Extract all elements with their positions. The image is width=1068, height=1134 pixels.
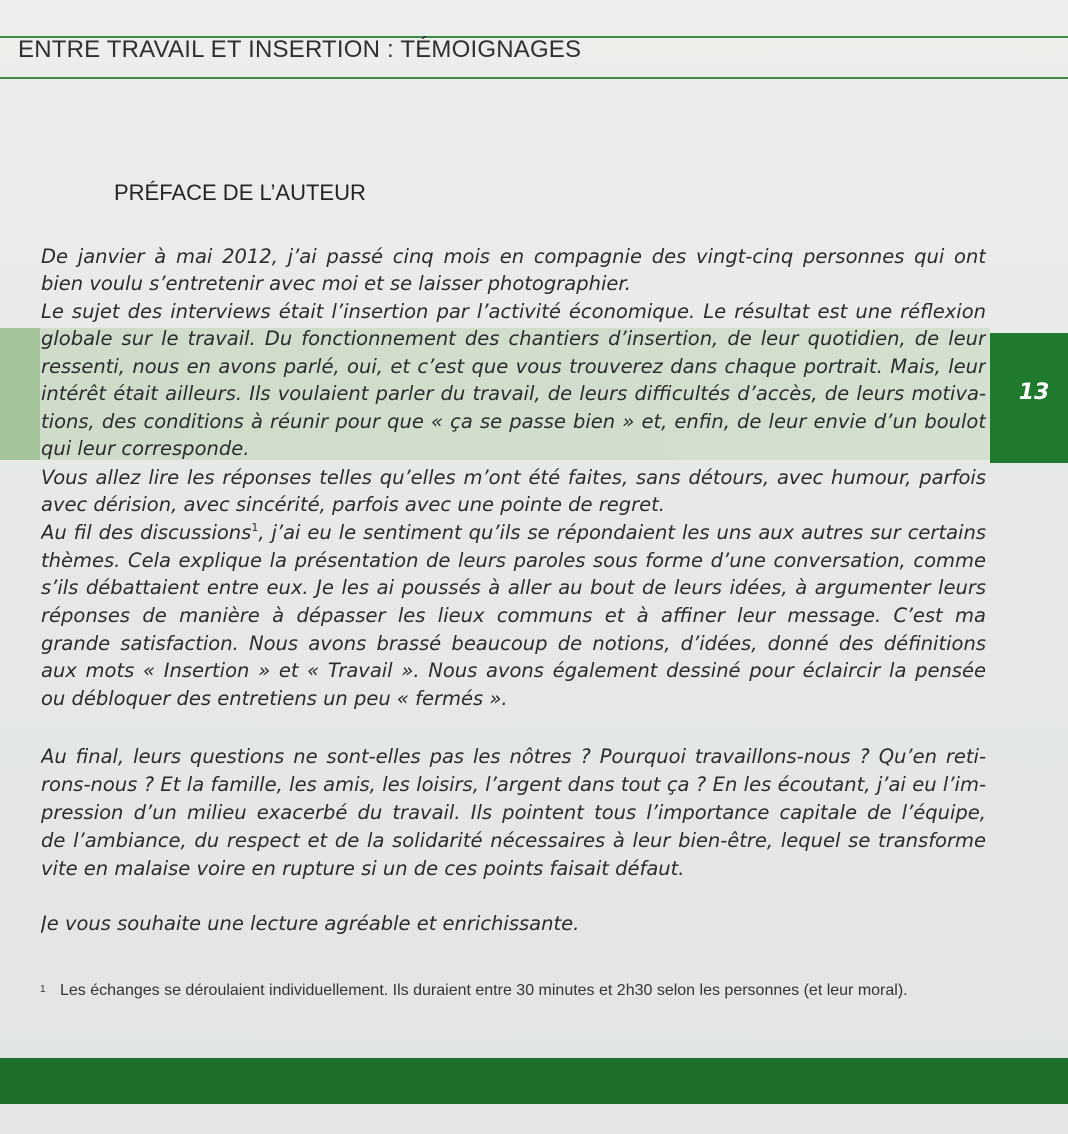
body-line: pression d’un milieu exacerbé du travail. Ils pointent tous l’importance capitale de l’équipe, (41, 801, 986, 824)
body-line: s’ils débattaient entre eux. Je les ai poussés à aller au bout de leurs idées, à argumenter leurs (41, 576, 986, 599)
body-line: rons-nous ? Et la famille, les amis, les loisirs, l’argent dans tout ça ? En les écoutant, j’ai eu l’im- (41, 773, 986, 796)
footnote-marker: 1 (40, 984, 46, 995)
footnote-text: Les échanges se déroulaient individuellement. Ils duraient entre 30 minutes et 2h30 selon les personnes (et leur moral). (60, 982, 908, 999)
footer-page-edge (0, 1104, 1068, 1134)
header-rule-bottom (0, 77, 1068, 79)
body-line: ressenti, nous en avons parlé, oui, et c’est que vous trouverez dans chaque portrait. Mais, leur (41, 355, 986, 378)
body-line-continuation: j’ai eu le sentiment qu’ils se répondaient les uns aux autres sur certains (271, 521, 986, 544)
body-line: tions, des conditions à réunir pour que « ça se passe bien » et, enfin, de leur envie d’un boulot (41, 410, 986, 433)
body-line: thèmes. Cela explique la présentation de leurs paroles sous forme d’une conversation, comme (41, 549, 986, 572)
footer-band (0, 1058, 1068, 1104)
discussions-prefix: Au fil des discussions (41, 521, 252, 544)
body-line: ou débloquer des entretiens un peu « fermés ». (41, 687, 508, 710)
body-line: vite en malaise voire en rupture si un de ces points faisait défaut. (41, 857, 685, 880)
body-line: Au final, leurs questions ne sont-elles pas les nôtres ? Pourquoi travaillons-nous ? Qu’en reti- (41, 745, 986, 768)
body-line: Le sujet des interviews était l’insertion par l’activité économique. Le résultat est une réflexion (41, 300, 986, 323)
running-header: ENTRE TRAVAIL ET INSERTION : TÉMOIGNAGES (18, 36, 582, 63)
section-title: PRÉFACE DE L’AUTEUR (114, 180, 366, 205)
footnote-reference: 1 (251, 521, 259, 534)
body-line-with-footnote: Au fil des discussions$^1$, j’ai eu le sentiment qu’ils se répondaient les uns aux autres sur certains (41, 521, 986, 544)
body-line: intérêt était ailleurs. Ils voulaient parler du travail, de leurs difficultés d’accès, de leurs motiva- (41, 382, 986, 405)
body-line: grande satisfaction. Nous avons brassé beaucoup de notions, d’idées, donné des définitions (41, 632, 986, 655)
body-line: Vous allez lire les réponses telles qu’elles m’ont été faites, sans détours, avec humour, parfois (41, 466, 986, 489)
body-line: avec dérision, avec sincérité, parfois avec une pointe de regret. (41, 493, 665, 516)
body-line: De janvier à mai 2012, j’ai passé cinq mois en compagnie des vingt-cinq personnes qui ont (41, 245, 986, 268)
page-number: 13 (1018, 380, 1050, 405)
body-line: aux mots « Insertion » et « Travail ». Nous avons également dessiné pour éclaircir la pensée (41, 659, 986, 682)
body-line: Je vous souhaite une lecture agréable et enrichissante. (41, 912, 580, 935)
body-line: qui leur corresponde. (41, 437, 250, 460)
body-line: réponses de manière à dépasser les lieux communs et à affiner leur message. C’est ma (41, 604, 986, 627)
body-line: globale sur le travail. Du fonctionnement des chantiers d’insertion, de leur quotidien, de leur (41, 327, 986, 350)
body-line: bien voulu s’entretenir avec moi et se laisser photographier. (41, 272, 631, 295)
body-line: de l’ambiance, du respect et de la solidarité nécessaires à leur bien-être, lequel se transforme (41, 829, 986, 852)
